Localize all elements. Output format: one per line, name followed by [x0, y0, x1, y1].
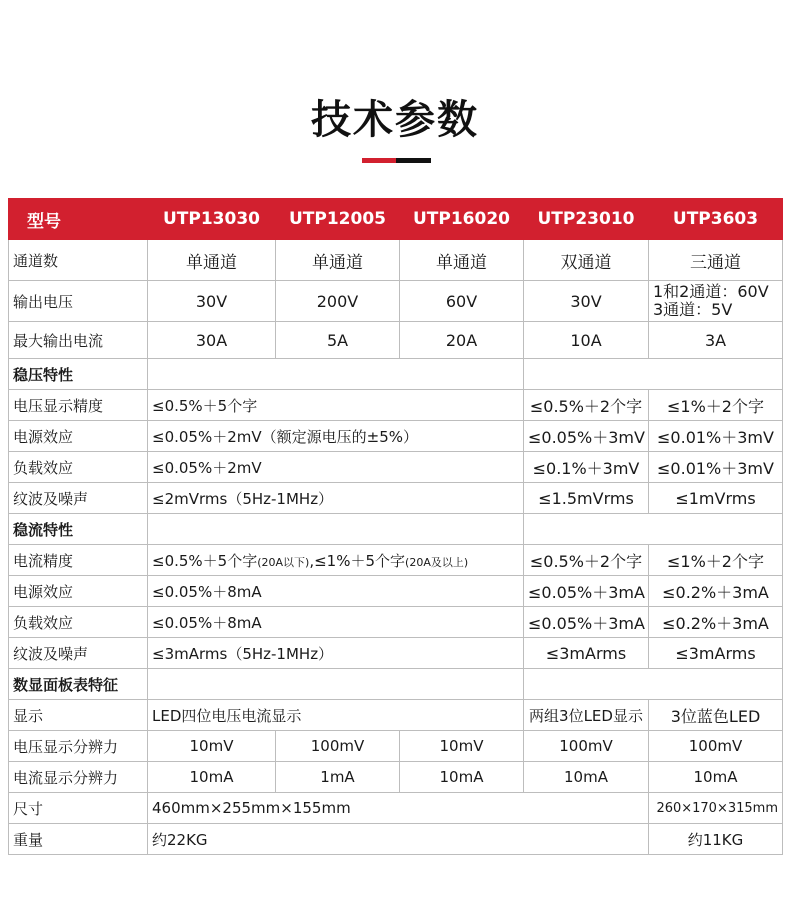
table-cell: ≤0.01%＋3mV	[649, 421, 783, 452]
table-cell: 260×170×315mm	[649, 793, 783, 824]
row-label: 尺寸	[9, 793, 148, 824]
table-cell: 10mA	[524, 762, 649, 793]
table-cell: 10mA	[148, 762, 276, 793]
row-label: 纹波及噪声	[9, 483, 148, 514]
table-cell: 10mV	[148, 731, 276, 762]
table-cell: ≤3mArms	[649, 638, 783, 669]
table-row	[9, 700, 783, 731]
spec-table	[8, 198, 783, 855]
table-cell: ≤0.2%＋3mA	[649, 576, 783, 607]
section-row	[9, 669, 783, 700]
page-title: 技术参数	[311, 97, 479, 143]
row-label: 电源效应	[9, 576, 148, 607]
title-underline	[362, 158, 431, 163]
table-cell: 30V	[524, 281, 649, 322]
table-row	[9, 390, 783, 421]
table-cell: 30V	[148, 281, 276, 322]
table-cell: 100mV	[524, 731, 649, 762]
table-cell: ≤1%＋2个字	[649, 545, 783, 576]
table-cell: 单通道	[276, 240, 400, 281]
row-label: 负载效应	[9, 607, 148, 638]
table-cell	[524, 669, 783, 700]
header-model: UTP3603	[649, 199, 783, 240]
table-cell: 3A	[649, 322, 783, 359]
table-cell	[148, 359, 524, 390]
row-label: 纹波及噪声	[9, 638, 148, 669]
table-cell: 三通道	[649, 240, 783, 281]
table-cell: 3位蓝色LED	[649, 700, 783, 731]
table-cell: ≤0.05%＋3mA	[524, 607, 649, 638]
cell-text: ,≤1%＋5个字	[309, 551, 406, 570]
row-label: 电流精度	[9, 545, 148, 576]
table-cell: ≤0.5%＋2个字	[524, 545, 649, 576]
table-cell: 单通道	[148, 240, 276, 281]
table-row	[9, 824, 783, 855]
table-cell	[649, 281, 783, 322]
table-row	[9, 483, 783, 514]
table-cell: ≤0.05%＋8mA	[148, 607, 524, 638]
table-cell: ≤0.05%＋3mA	[524, 576, 649, 607]
table-cell: ≤3mArms（5Hz-1MHz）	[148, 638, 524, 669]
section-title: 数显面板表特征	[9, 669, 148, 700]
row-label: 通道数	[9, 240, 148, 281]
table-row	[9, 793, 783, 824]
table-cell: ≤0.05%＋2mV（额定源电压的±5%）	[148, 421, 524, 452]
table-row	[9, 638, 783, 669]
row-label: 显示	[9, 700, 148, 731]
table-cell: 20A	[400, 322, 524, 359]
table-cell: ≤0.01%＋3mV	[649, 452, 783, 483]
table-row	[9, 545, 783, 576]
table-cell: ≤1%＋2个字	[649, 390, 783, 421]
table-cell: 单通道	[400, 240, 524, 281]
table-cell: ≤0.2%＋3mA	[649, 607, 783, 638]
table-cell: ≤0.05%＋8mA	[148, 576, 524, 607]
table-cell: 5A	[276, 322, 400, 359]
table-cell: 约22KG	[148, 824, 649, 855]
table-cell: 10mA	[649, 762, 783, 793]
table-cell: 双通道	[524, 240, 649, 281]
row-label: 最大输出电流	[9, 322, 148, 359]
table-header-row	[9, 199, 783, 240]
table-cell	[148, 514, 524, 545]
table-cell: 10A	[524, 322, 649, 359]
table-cell: ≤0.5%＋2个字	[524, 390, 649, 421]
header-model-label: 型号	[9, 199, 148, 240]
title-underline-black	[396, 158, 431, 163]
table-row	[9, 240, 783, 281]
section-row	[9, 359, 783, 390]
table-row	[9, 322, 783, 359]
table-row	[9, 731, 783, 762]
cell-line: 3通道：5V	[653, 300, 733, 319]
cell-note: (20A及以上)	[405, 555, 469, 569]
cell-line: 1和2通道：60V	[653, 282, 769, 301]
table-cell: ≤0.5%＋5个字	[148, 390, 524, 421]
section-title: 稳流特性	[9, 514, 148, 545]
table-cell: ≤0.1%＋3mV	[524, 452, 649, 483]
table-cell: 10mV	[400, 731, 524, 762]
table-cell: 100mV	[649, 731, 783, 762]
table-cell: ≤1.5mVrms	[524, 483, 649, 514]
table-cell	[524, 359, 783, 390]
row-label: 输出电压	[9, 281, 148, 322]
table-cell: 60V	[400, 281, 524, 322]
table-cell: ≤0.05%＋2mV	[148, 452, 524, 483]
row-label: 电压显示精度	[9, 390, 148, 421]
cell-note: (20A以下)	[257, 555, 310, 569]
table-cell: 两组3位LED显示	[524, 700, 649, 731]
table-cell	[148, 545, 524, 576]
table-row	[9, 576, 783, 607]
table-row	[9, 452, 783, 483]
table-cell	[524, 514, 783, 545]
row-label: 重量	[9, 824, 148, 855]
table-cell: 10mA	[400, 762, 524, 793]
table-cell: ≤1mVrms	[649, 483, 783, 514]
row-label: 电流显示分辨力	[9, 762, 148, 793]
table-cell: 30A	[148, 322, 276, 359]
table-row	[9, 607, 783, 638]
cell-text: ≤0.5%＋5个字	[152, 551, 258, 570]
section-row	[9, 514, 783, 545]
table-cell: ≤3mArms	[524, 638, 649, 669]
table-row	[9, 281, 783, 322]
table-cell: 200V	[276, 281, 400, 322]
row-label: 负载效应	[9, 452, 148, 483]
table-row	[9, 762, 783, 793]
header-model: UTP13030	[148, 199, 276, 240]
table-cell: LED四位电压电流显示	[148, 700, 524, 731]
table-cell: 460mm×255mm×155mm	[148, 793, 649, 824]
title-underline-red	[362, 158, 396, 163]
header-model: UTP23010	[524, 199, 649, 240]
table-cell: ≤2mVrms（5Hz-1MHz）	[148, 483, 524, 514]
table-cell: ≤0.05%＋3mV	[524, 421, 649, 452]
table-row	[9, 421, 783, 452]
table-cell	[148, 669, 524, 700]
row-label: 电源效应	[9, 421, 148, 452]
table-cell: 100mV	[276, 731, 400, 762]
table-cell: 约11KG	[649, 824, 783, 855]
header-model: UTP16020	[400, 199, 524, 240]
row-label: 电压显示分辨力	[9, 731, 148, 762]
header-model: UTP12005	[276, 199, 400, 240]
section-title: 稳压特性	[9, 359, 148, 390]
table-cell: 1mA	[276, 762, 400, 793]
